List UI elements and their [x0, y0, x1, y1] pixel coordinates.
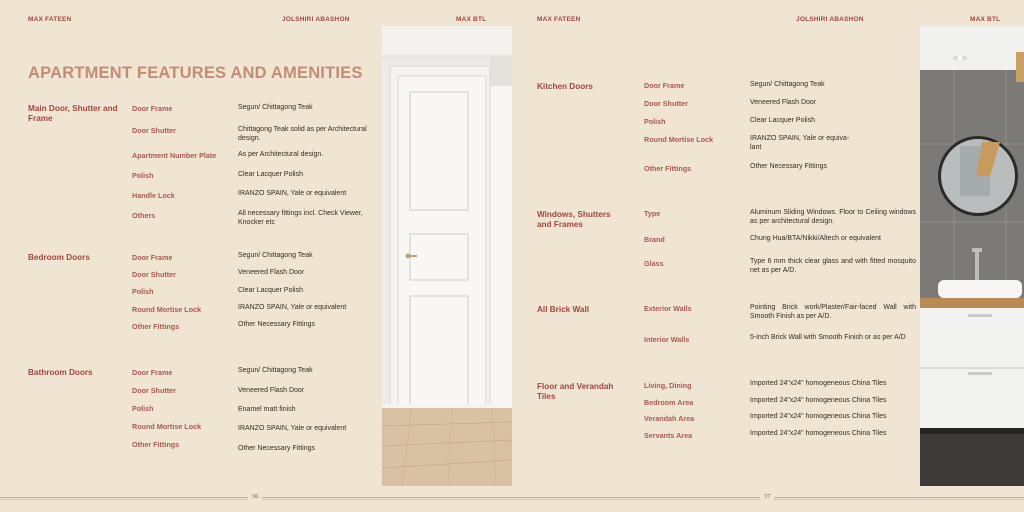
row-label: Door Shutter — [132, 270, 176, 279]
bathroom-photo — [920, 26, 1024, 486]
row-value: Enamel matt finish — [238, 406, 296, 413]
row-value: Imported 24"x24" homogeneous China Tiles — [750, 380, 887, 387]
section-title: Main Door, Shutter and Frame — [28, 104, 118, 123]
row-value: Other Necessary Fittings — [238, 445, 316, 452]
row-label: Other Fittings — [132, 322, 180, 331]
row-value: Segun/ Chittagong Teak — [238, 367, 313, 374]
row-label: Exterior Walls — [644, 304, 692, 313]
row-label: Verandah Area — [644, 414, 695, 423]
section-title: Bathroom Doors — [28, 368, 93, 377]
door-photo — [382, 26, 512, 486]
header-right: MAX BTL — [970, 16, 1001, 23]
row-value: Imported 24"x24" homogeneous China Tiles — [750, 430, 887, 437]
footer-rule — [0, 497, 248, 498]
row-value: Other Necessary Fittings — [750, 163, 828, 170]
row-label: Door Frame — [132, 368, 173, 377]
footer-rule — [774, 499, 1024, 500]
section-title: Bedroom Doors — [28, 253, 90, 262]
row-label: Polish — [644, 117, 666, 126]
footer-rule — [512, 497, 760, 498]
row-value: Veneered Flash Door — [238, 269, 305, 276]
row-value: IRANZO SPAIN, Yale or equivalent — [238, 190, 347, 197]
header-center: JOLSHIRI ABASHON — [282, 16, 350, 23]
page-number: 37 — [764, 493, 771, 500]
row-label: Other Fittings — [132, 440, 180, 449]
row-label: Glass — [644, 259, 664, 268]
row-value: Segun/ Chittagong Teak — [238, 252, 313, 259]
row-value: IRANZO SPAIN, Yale or equivalent — [238, 425, 347, 432]
row-label: Round Mortise Lock — [644, 135, 714, 144]
row-label: Type — [644, 209, 661, 218]
row-value: Segun/ Chittagong Teak — [238, 104, 313, 111]
row-value: Other Necessary Fittings — [238, 321, 316, 328]
header-left: MAX FATEEN — [28, 16, 72, 23]
section-title: All Brick Wall — [537, 305, 590, 314]
row-value: Clear Lacquer Polish — [238, 287, 303, 294]
row-label: Servants Area — [644, 431, 693, 440]
row-label: Door Frame — [132, 253, 173, 262]
row-label: Round Mortise Lock — [132, 422, 202, 431]
row-label: Round Mortise Lock — [132, 305, 202, 314]
row-value: Veneered Flash Door — [750, 99, 817, 106]
row-label: Door Shutter — [132, 386, 176, 395]
section-title: Floor and Verandah Tiles — [537, 382, 614, 401]
row-label: Apartment Number Plate — [132, 151, 217, 160]
row-label: Others — [132, 211, 156, 220]
row-value: Clear Lacquer Polish — [750, 117, 815, 124]
row-value: IRANZO SPAIN, Yale or equivalent — [238, 304, 347, 311]
row-value: Aluminum Sliding Windows. Floor to Ceiling windows as per architectural design. — [750, 209, 916, 225]
footer-rule — [262, 497, 512, 498]
header-left: MAX FATEEN — [537, 16, 581, 23]
row-value: Chittagong Teak solid as per Architectural design. — [238, 126, 367, 142]
footer-rule — [512, 499, 760, 500]
section-title: Kitchen Doors — [537, 82, 593, 91]
row-value: Imported 24"x24" homogeneous China Tiles — [750, 413, 887, 420]
row-value: IRANZO SPAIN, Yale or equiva- lant — [750, 135, 850, 151]
header-right: MAX BTL — [456, 16, 487, 23]
row-value: 5-inch Brick Wall with Smooth Finish or as per A/D — [750, 334, 906, 341]
row-value: Clear Lacquer Polish — [238, 171, 303, 178]
footer-rule — [774, 497, 1024, 498]
header-center: JOLSHIRI ABASHON — [796, 16, 864, 23]
footer-rule — [0, 499, 248, 500]
row-label: Bedroom Area — [644, 398, 694, 407]
row-label: Door Shutter — [644, 99, 688, 108]
row-label: Door Frame — [644, 81, 685, 90]
page-number: 36 — [252, 493, 259, 500]
right-page — [512, 0, 1024, 512]
row-label: Other Fittings — [644, 164, 692, 173]
row-value: All necessary fittings incl. Check Viewer, Knocker etc — [238, 210, 363, 226]
row-label: Interior Walls — [644, 335, 690, 344]
row-label: Door Shutter — [132, 126, 176, 135]
row-value: Type 6 mm thick clear glass and with fitted mosquito net as per A/D. — [750, 258, 916, 274]
row-label: Polish — [132, 287, 154, 296]
row-value: As per Architectural design. — [238, 151, 324, 158]
row-label: Handle Lock — [132, 191, 175, 200]
row-label: Door Frame — [132, 104, 173, 113]
row-label: Brand — [644, 235, 665, 244]
row-label: Living, Dining — [644, 381, 692, 390]
row-value: Segun/ Chittagong Teak — [750, 81, 825, 88]
footer-rule — [262, 499, 512, 500]
row-value: Chung Hua/BTA/Nikki/Altech or equivalent — [750, 235, 881, 242]
row-value: Pointing Brick work/Plaster/Fair-faced Wall with Smooth Finish as per A/D. — [750, 304, 916, 320]
row-label: Polish — [132, 171, 154, 180]
section-title: Windows, Shutters and Frames — [537, 210, 611, 229]
row-label: Polish — [132, 404, 154, 413]
page-title: APARTMENT FEATURES AND AMENITIES — [28, 64, 363, 82]
row-value: Veneered Flash Door — [238, 387, 305, 394]
row-value: Imported 24"x24" homogeneous China Tiles — [750, 397, 887, 404]
